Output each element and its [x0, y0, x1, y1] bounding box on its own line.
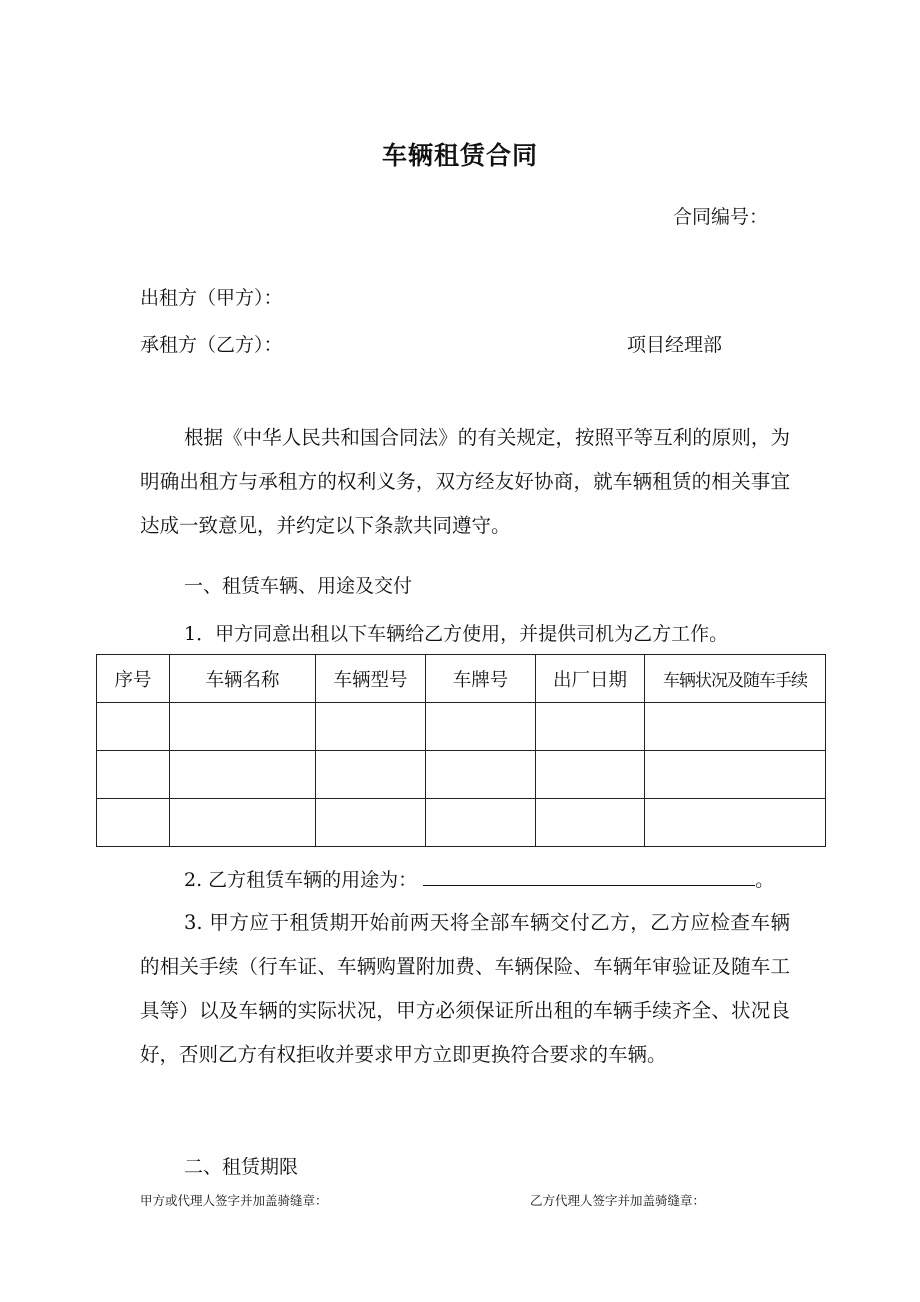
document-title: 车辆租赁合同 [381, 141, 538, 170]
table-cell[interactable] [645, 703, 826, 751]
table-cell[interactable] [97, 799, 170, 847]
table-cell[interactable] [426, 799, 536, 847]
table-cell[interactable] [170, 751, 316, 799]
clause2-text: 2. 乙方租赁车辆的用途为： [184, 869, 418, 891]
vehicle-table [96, 654, 826, 847]
lessee-value: 项目经理部 [627, 334, 723, 356]
col-header-manufacture-date: 出厂日期 [536, 655, 645, 703]
table-cell[interactable] [170, 703, 316, 751]
table-header-row [97, 655, 826, 703]
party-b-signature-label: 乙方代理人签字并加盖骑缝章： [530, 1193, 706, 1208]
party-a-signature-label: 甲方或代理人签字并加盖骑缝章： [140, 1193, 328, 1208]
clause2 [184, 865, 774, 892]
table-cell[interactable] [170, 799, 316, 847]
lessee-label: 承租方（乙方）： [140, 334, 283, 356]
col-header-vehicle-condition: 车辆状况及随车手续 [645, 655, 826, 703]
table-cell[interactable] [316, 799, 426, 847]
clause1-text: 1．甲方同意出租以下车辆给乙方使用，并提供司机为乙方工作。 [184, 623, 729, 645]
table-cell[interactable] [536, 799, 645, 847]
table-cell[interactable] [316, 751, 426, 799]
table-cell[interactable] [426, 703, 536, 751]
lessor-label: 出租方（甲方）： [140, 287, 283, 309]
usage-blank-field[interactable] [423, 867, 755, 886]
table-cell[interactable] [536, 751, 645, 799]
table-cell[interactable] [426, 751, 536, 799]
table-cell[interactable] [97, 751, 170, 799]
table-cell[interactable] [645, 751, 826, 799]
table-cell[interactable] [316, 703, 426, 751]
col-header-plate-number: 车牌号 [426, 655, 536, 703]
intro-paragraph: 根据《中华人民共和国合同法》的有关规定，按照平等互利的原则，为明确出租方与承租方的权利义务，双方经友好协商，就车辆租赁的相关事宜达成一致意见，并约定以下条款共同遵守。 [140, 426, 790, 537]
table-cell[interactable] [645, 799, 826, 847]
table-cell[interactable] [536, 703, 645, 751]
clause2-end: 。 [755, 869, 775, 891]
col-header-vehicle-model: 车辆型号 [316, 655, 426, 703]
table-cell[interactable] [97, 703, 170, 751]
col-header-index: 序号 [97, 655, 170, 703]
table-row [97, 703, 826, 751]
col-header-vehicle-name: 车辆名称 [170, 655, 316, 703]
section2-heading: 二、租赁期限 [184, 1156, 299, 1178]
contract-number-label: 合同编号： [673, 206, 769, 228]
section1-heading: 一、租赁车辆、用途及交付 [184, 575, 413, 597]
table-row [97, 799, 826, 847]
clause3-paragraph: 3. 甲方应于租赁期开始前两天将全部车辆交付乙方，乙方应检查车辆的相关手续（行车证、车辆购置附加费、车辆保险、车辆年审验证及随车工具等）以及车辆的实际状况，甲方必须保证所出租的车辆手续齐全、状况良好，否则乙方有权拒收并要求甲方立即更换符合要求的车辆。 [140, 911, 790, 1066]
table-row [97, 751, 826, 799]
